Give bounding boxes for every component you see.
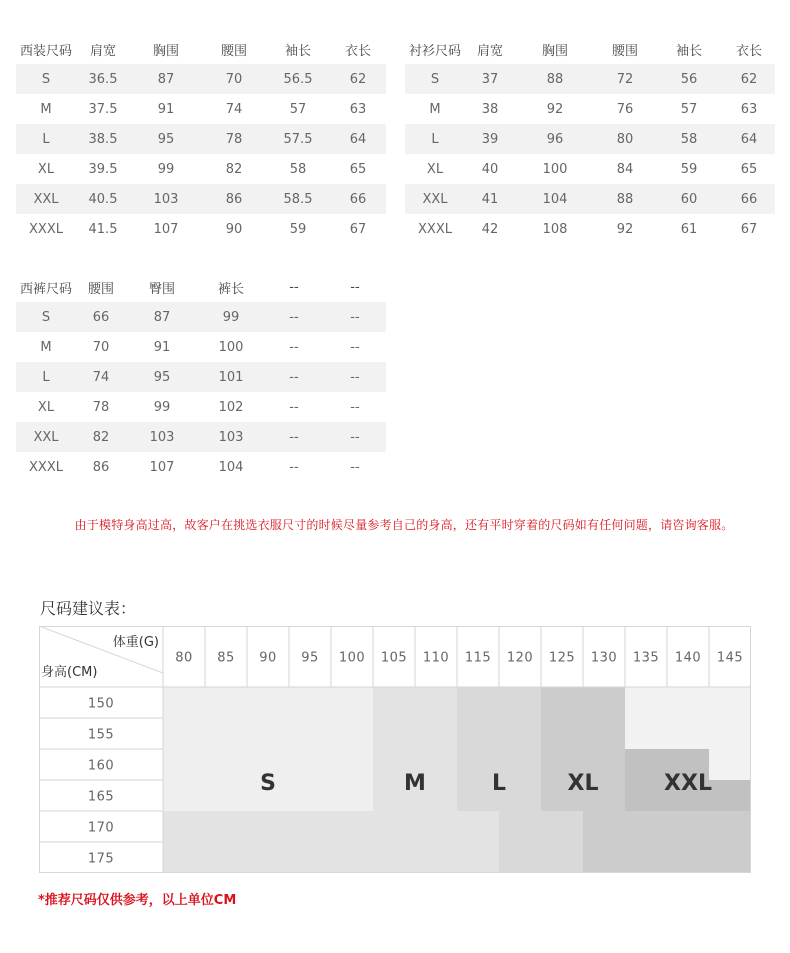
size-zone-cell — [289, 842, 332, 873]
weight-label: 105 — [380, 650, 408, 666]
height-label: 160 — [87, 758, 115, 774]
table-row — [16, 302, 386, 332]
size-zone-label: S — [260, 771, 276, 796]
column-header: 衣长 — [344, 43, 371, 59]
table-cell: S — [16, 64, 76, 94]
size-zone-cell — [415, 687, 458, 719]
table-cell: 57.5 — [266, 124, 330, 154]
weight-label: 125 — [548, 650, 576, 666]
column-header: 西裤尺码 — [20, 281, 73, 297]
size-zone-cell — [331, 842, 374, 873]
table-cell: 74 — [202, 94, 266, 124]
weight-axis-label: 体重(G) — [112, 635, 159, 650]
footnote: *推荐尺码仅供参考，以上单位CM — [38, 893, 237, 908]
table-cell: L — [405, 124, 465, 154]
table-cell: 88 — [595, 184, 655, 214]
table-cell: -- — [264, 332, 324, 362]
size-zone-cell — [709, 718, 751, 750]
table-cell: 96 — [515, 124, 595, 154]
size-zone-cell — [583, 687, 626, 719]
table-cell: 103 — [130, 184, 202, 214]
table-cell: 108 — [515, 214, 595, 244]
table-cell: 107 — [130, 214, 202, 244]
table-row — [16, 422, 386, 452]
size-zone-cell — [457, 811, 500, 843]
table-cell: 62 — [723, 64, 775, 94]
table-cell: -- — [264, 452, 324, 482]
suit-size-table — [16, 34, 386, 244]
size-zone-label: XL — [567, 771, 599, 796]
size-zone-cell — [205, 780, 248, 812]
table-row — [405, 64, 775, 94]
table-cell: 62 — [330, 64, 386, 94]
table-cell: 67 — [330, 214, 386, 244]
column-header: 衬衫尺码 — [409, 43, 462, 59]
table-cell: XXXL — [405, 214, 465, 244]
table-cell: 107 — [126, 452, 198, 482]
height-label: 150 — [87, 696, 115, 712]
size-zone-cell — [163, 687, 206, 719]
table-cell: 76 — [595, 94, 655, 124]
table-cell: 65 — [723, 154, 775, 184]
column-header: 肩宽 — [476, 43, 503, 59]
table-cell: 82 — [76, 422, 126, 452]
table-cell: -- — [264, 422, 324, 452]
table-cell: 78 — [76, 392, 126, 422]
size-zone-cell — [331, 780, 374, 812]
size-zone-cell — [205, 718, 248, 750]
column-header: 西装尺码 — [20, 43, 73, 59]
size-zone-cell — [625, 811, 668, 843]
weight-label: 130 — [590, 650, 618, 666]
column-header: 臀围 — [148, 281, 175, 297]
table-cell: -- — [324, 392, 386, 422]
table-cell: S — [405, 64, 465, 94]
size-zone-cell — [331, 718, 374, 750]
table-cell: 56.5 — [266, 64, 330, 94]
table-row — [16, 452, 386, 482]
table-cell: 41 — [465, 184, 515, 214]
table-cell: 86 — [76, 452, 126, 482]
size-zone-cell — [541, 842, 584, 873]
column-header: -- — [289, 279, 299, 295]
size-zone-cell — [709, 780, 751, 812]
height-axis-label: 身高(CM) — [41, 665, 98, 680]
size-zone-cell — [415, 718, 458, 750]
table-cell: 99 — [126, 392, 198, 422]
height-label: 155 — [87, 727, 115, 743]
size-zone-cell — [625, 780, 668, 812]
size-zone-cell — [163, 718, 206, 750]
size-zone-cell — [289, 687, 332, 719]
table-cell: 72 — [595, 64, 655, 94]
size-zone-cell — [625, 718, 668, 750]
size-zone-cell — [541, 811, 584, 843]
weight-label: 80 — [175, 650, 193, 666]
table-cell: 57 — [266, 94, 330, 124]
table-cell: 91 — [130, 94, 202, 124]
size-zone-cell — [163, 749, 206, 781]
size-zone-cell — [541, 718, 584, 750]
table-cell: XL — [16, 154, 76, 184]
table-cell: -- — [324, 332, 386, 362]
table-cell: 39 — [465, 124, 515, 154]
size-zone-cell — [709, 687, 751, 719]
size-zone-cell — [163, 780, 206, 812]
size-zone-cell — [667, 718, 710, 750]
size-zone-cell — [163, 811, 206, 843]
table-cell: 38.5 — [76, 124, 130, 154]
table-cell: -- — [324, 302, 386, 332]
size-zone-cell — [373, 842, 416, 873]
size-zone-cell — [373, 718, 416, 750]
size-zone-cell — [583, 811, 626, 843]
table-cell: L — [16, 362, 76, 392]
size-zone-cell — [247, 842, 290, 873]
table-row — [16, 214, 386, 244]
table-cell: -- — [324, 452, 386, 482]
size-zone-cell — [541, 687, 584, 719]
weight-label: 85 — [217, 650, 235, 666]
table-cell: 104 — [515, 184, 595, 214]
table-cell: 64 — [330, 124, 386, 154]
size-zone-cell — [583, 842, 626, 873]
table-cell: XXXL — [16, 214, 76, 244]
column-header: 袖长 — [675, 43, 702, 59]
table-cell: 80 — [595, 124, 655, 154]
size-zone-cell — [331, 687, 374, 719]
table-cell: 103 — [126, 422, 198, 452]
column-header: 衣长 — [735, 43, 762, 59]
table-cell: 88 — [515, 64, 595, 94]
size-zone-cell — [247, 718, 290, 750]
size-zone-cell — [247, 687, 290, 719]
size-zone-cell — [331, 811, 374, 843]
size-zone-cell — [709, 811, 751, 843]
table-cell: 67 — [723, 214, 775, 244]
table-cell: 87 — [130, 64, 202, 94]
size-zone-cell — [499, 811, 542, 843]
size-zone-cell — [625, 749, 668, 781]
table-cell: 40.5 — [76, 184, 130, 214]
table-cell: 42 — [465, 214, 515, 244]
table-cell: 37 — [465, 64, 515, 94]
size-zone-cell — [205, 811, 248, 843]
size-zone-cell — [415, 842, 458, 873]
weight-label: 145 — [716, 650, 744, 666]
size-zone-cell — [373, 687, 416, 719]
table-cell: 82 — [202, 154, 266, 184]
table-row — [16, 392, 386, 422]
table-row — [16, 362, 386, 392]
table-cell: XL — [16, 392, 76, 422]
pants-size-table — [16, 272, 386, 482]
table-cell: 64 — [723, 124, 775, 154]
size-zone-cell — [709, 842, 751, 873]
size-zone-cell — [373, 811, 416, 843]
height-label: 175 — [87, 851, 115, 867]
table-cell: 41.5 — [76, 214, 130, 244]
size-zone-cell — [457, 718, 500, 750]
table-cell: 39.5 — [76, 154, 130, 184]
table-cell: XXL — [405, 184, 465, 214]
table-cell: 63 — [330, 94, 386, 124]
table-cell: 95 — [126, 362, 198, 392]
sizing-notice: 由于模特身高过高，故客户在挑选衣服尺寸的时候尽量参考自己的身高，还有平时穿着的尺码如有任何问题，请咨询客服。 — [74, 518, 734, 532]
table-cell: 92 — [595, 214, 655, 244]
table-cell: 36.5 — [76, 64, 130, 94]
table-row — [405, 214, 775, 244]
size-zone-cell — [205, 749, 248, 781]
column-header: 腰围 — [611, 43, 638, 59]
height-label: 165 — [87, 789, 115, 805]
table-cell: 90 — [202, 214, 266, 244]
column-header: 裤长 — [217, 281, 244, 297]
table-cell: 99 — [198, 302, 264, 332]
size-recommendation-grid — [39, 626, 751, 873]
table-cell: 101 — [198, 362, 264, 392]
table-cell: M — [16, 94, 76, 124]
size-zone-cell — [289, 718, 332, 750]
table-cell: 37.5 — [76, 94, 130, 124]
table-cell: 84 — [595, 154, 655, 184]
table-row — [16, 332, 386, 362]
table-cell: 61 — [655, 214, 723, 244]
size-zone-cell — [457, 687, 500, 719]
table-cell: 60 — [655, 184, 723, 214]
table-cell: M — [405, 94, 465, 124]
table-cell: -- — [264, 302, 324, 332]
table-cell: 74 — [76, 362, 126, 392]
table-cell: 102 — [198, 392, 264, 422]
table-row — [16, 94, 386, 124]
size-zone-cell — [499, 842, 542, 873]
table-cell: 58 — [266, 154, 330, 184]
table-cell: XXXL — [16, 452, 76, 482]
table-cell: 78 — [202, 124, 266, 154]
table-cell: XL — [405, 154, 465, 184]
size-zone-cell — [205, 842, 248, 873]
size-zone-cell — [499, 718, 542, 750]
weight-label: 95 — [301, 650, 319, 666]
weight-label: 140 — [674, 650, 702, 666]
size-zone-cell — [625, 842, 668, 873]
table-cell: XXL — [16, 422, 76, 452]
weight-label: 120 — [506, 650, 534, 666]
table-header-row — [16, 34, 386, 64]
table-cell: -- — [264, 392, 324, 422]
size-zone-cell — [205, 687, 248, 719]
column-header: 腰围 — [87, 281, 114, 297]
table-cell: 56 — [655, 64, 723, 94]
weight-label: 100 — [338, 650, 366, 666]
table-cell: 38 — [465, 94, 515, 124]
height-label: 170 — [87, 820, 115, 836]
size-zone-cell — [289, 749, 332, 781]
size-zone-cell — [667, 842, 710, 873]
table-row — [16, 154, 386, 184]
table-cell: 91 — [126, 332, 198, 362]
size-zone-cell — [415, 811, 458, 843]
table-row — [405, 154, 775, 184]
size-zone-cell — [289, 780, 332, 812]
table-cell: 86 — [202, 184, 266, 214]
table-cell: XXL — [16, 184, 76, 214]
table-row — [405, 184, 775, 214]
table-cell: S — [16, 302, 76, 332]
table-row — [405, 94, 775, 124]
table-cell: 65 — [330, 154, 386, 184]
table-row — [16, 124, 386, 154]
size-zone-cell — [289, 811, 332, 843]
table-header-row — [405, 34, 775, 64]
recommendation-title: 尺码建议表： — [40, 599, 137, 618]
size-zone-label: M — [404, 771, 426, 796]
table-cell: 99 — [130, 154, 202, 184]
shirt-size-table — [405, 34, 775, 244]
size-zone-cell — [457, 842, 500, 873]
weight-label: 115 — [464, 650, 492, 666]
weight-label: 110 — [422, 650, 450, 666]
table-cell: 87 — [126, 302, 198, 332]
table-cell: M — [16, 332, 76, 362]
weight-label: 90 — [259, 650, 277, 666]
table-cell: 104 — [198, 452, 264, 482]
table-cell: 63 — [723, 94, 775, 124]
table-cell: 57 — [655, 94, 723, 124]
size-zone-cell — [499, 687, 542, 719]
size-zone-cell — [583, 718, 626, 750]
table-cell: 70 — [76, 332, 126, 362]
table-row — [16, 64, 386, 94]
table-cell: 58 — [655, 124, 723, 154]
table-cell: 100 — [515, 154, 595, 184]
column-header: 腰围 — [220, 43, 247, 59]
table-cell: 95 — [130, 124, 202, 154]
size-zone-cell — [667, 687, 710, 719]
size-zone-cell — [667, 811, 710, 843]
column-header: 胸围 — [152, 43, 179, 59]
column-header: -- — [350, 279, 360, 295]
size-zone-cell — [247, 811, 290, 843]
weight-label: 135 — [632, 650, 660, 666]
table-cell: 59 — [655, 154, 723, 184]
column-header: 肩宽 — [89, 43, 116, 59]
table-cell: 40 — [465, 154, 515, 184]
table-cell: 92 — [515, 94, 595, 124]
size-zone-cell — [709, 749, 751, 781]
size-zone-cell — [163, 842, 206, 873]
size-zone-label: XXL — [664, 771, 712, 796]
table-cell: -- — [324, 422, 386, 452]
table-cell: 59 — [266, 214, 330, 244]
size-zone-cell — [331, 749, 374, 781]
table-cell: 100 — [198, 332, 264, 362]
size-zone-cell — [625, 687, 668, 719]
table-row — [16, 184, 386, 214]
table-cell: L — [16, 124, 76, 154]
column-header: 袖长 — [284, 43, 311, 59]
table-cell: -- — [324, 362, 386, 392]
table-header-row — [16, 272, 386, 302]
column-header: 胸围 — [541, 43, 568, 59]
table-cell: 66 — [723, 184, 775, 214]
size-zone-label: L — [491, 771, 507, 796]
table-cell: 66 — [330, 184, 386, 214]
table-cell: -- — [264, 362, 324, 392]
table-row — [405, 124, 775, 154]
table-cell: 70 — [202, 64, 266, 94]
table-cell: 58.5 — [266, 184, 330, 214]
table-cell: 66 — [76, 302, 126, 332]
table-cell: 103 — [198, 422, 264, 452]
